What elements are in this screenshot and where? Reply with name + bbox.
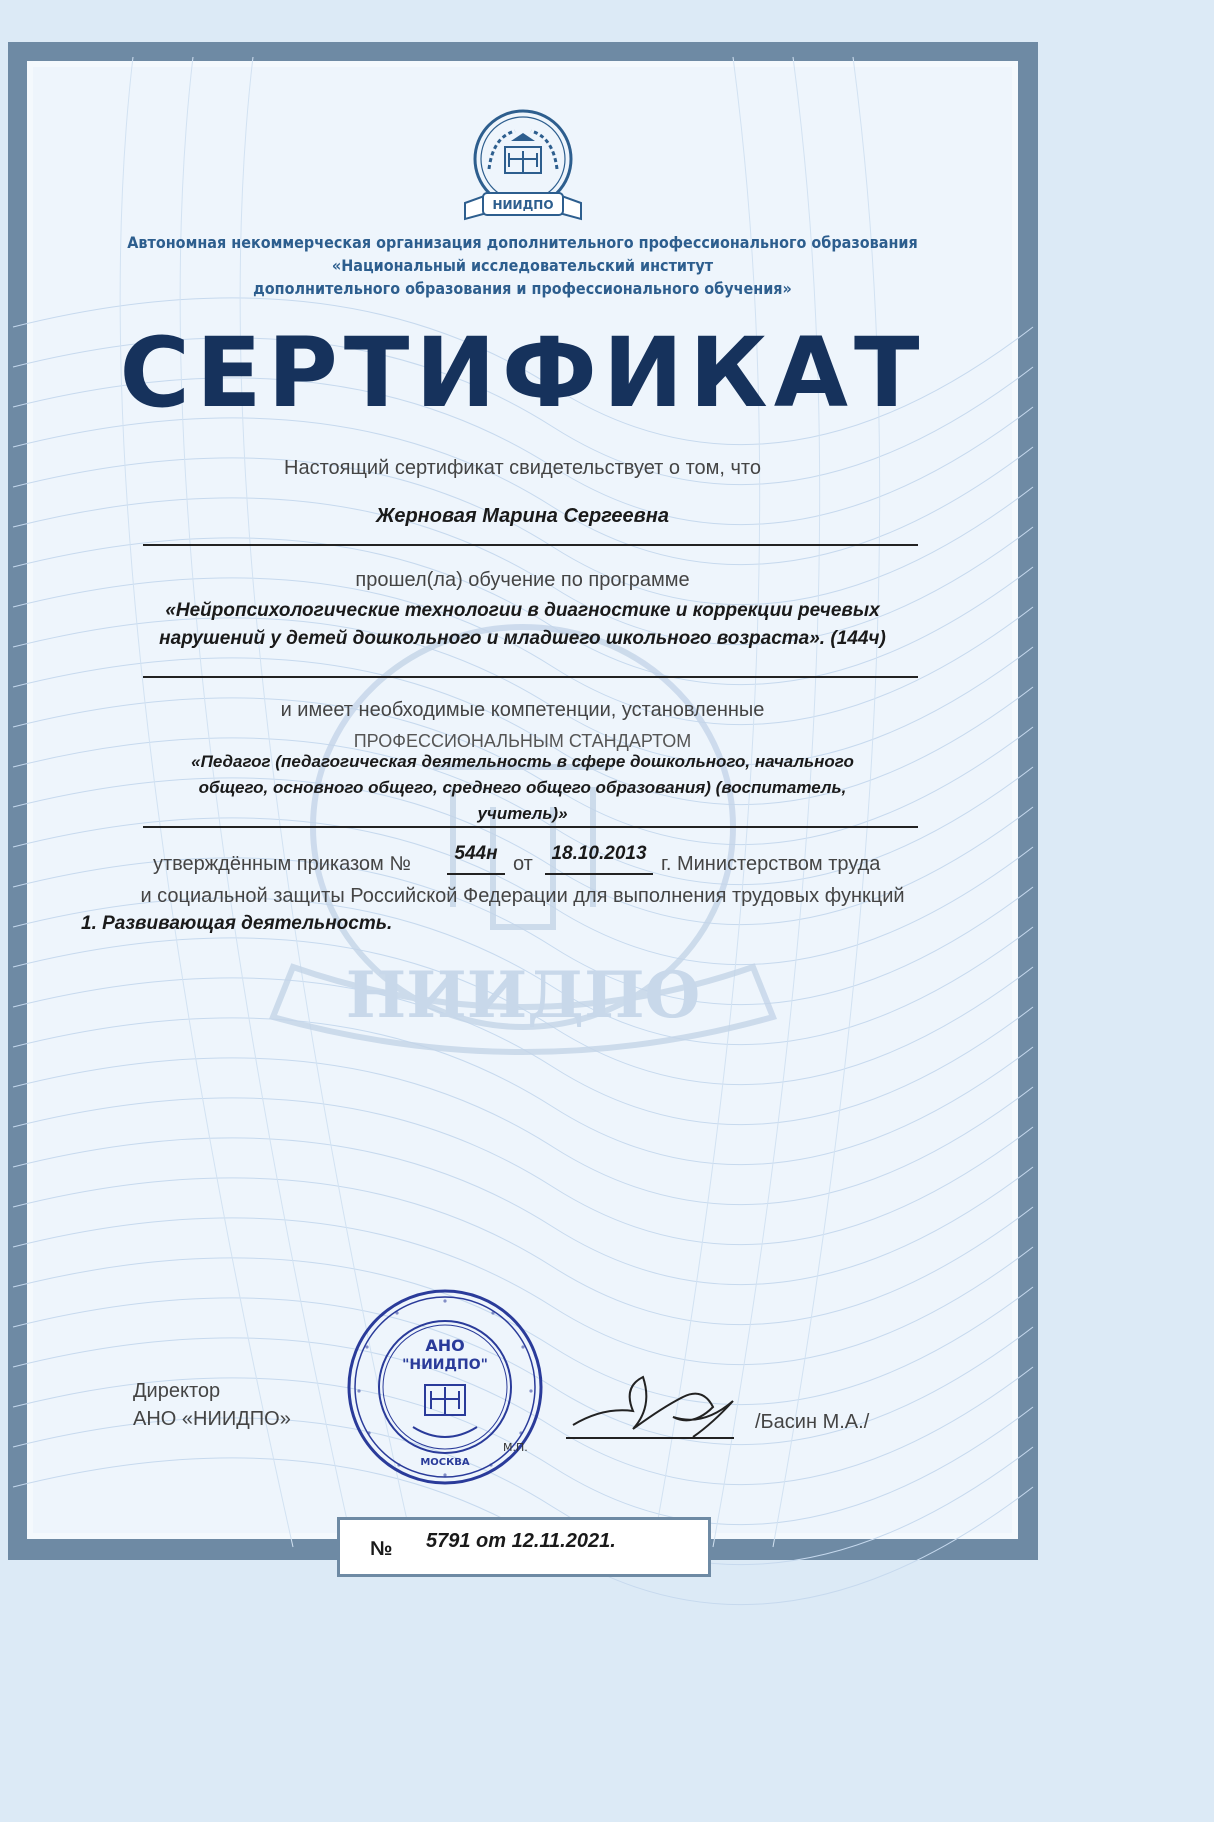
director-line-2: АНО «НИИДПО» [133,1408,291,1430]
certificate-title: СЕРТИФИКАТ [119,317,926,429]
standard-line-3: учитель)» [477,804,568,823]
certificate-number-box [337,1517,711,1577]
org-line-3: дополнительного образования и профессионального обучения» [253,279,792,298]
program-line-2: нарушений у детей дошкольного и младшего школьного возраста». (144ч) [159,628,886,649]
recipient-name: Жерновая Марина Сергеевна [376,505,669,527]
order-date: 18.10.2013 [551,843,647,864]
certificate-frame [8,42,1038,1560]
director-title [133,1377,291,1433]
director-line-1: Директор [133,1380,221,1402]
org-line-1: Автономная некоммерческая организация дополнительного профессионального образования [127,233,918,252]
standard-underline [143,826,918,828]
watermark-text: НИИДПО [345,958,701,1033]
seal-bottom-text: МОСКВА [420,1457,470,1468]
seal-middle-text: "НИИДПО" [402,1357,488,1373]
logo-text: НИИДПО [492,198,554,212]
standard-line-2: общего, основного общего, среднего общего образования) (воспитатель, [198,778,847,797]
program-underline [143,676,918,678]
standard-name [33,749,1012,827]
order-number: 544н [454,843,498,864]
order-date-underline [545,873,653,875]
intro-text: Настоящий сертификат свидетельствует о том, что [284,457,761,479]
seal-top-text: АНО [425,1336,465,1355]
organization-name [33,231,1012,300]
certificate-number: 5791 от 12.11.2021. [426,1530,616,1552]
director-name: /Басин М.А./ [755,1411,870,1433]
order-suffix: г. Министерством труда [661,853,881,875]
standard-label: ПРОФЕССИОНАЛЬНЫМ СТАНДАРТОМ [353,731,692,751]
program-line-1: «Нейропсихологические технологии в диагностике и коррекции речевых [165,600,880,621]
competence-text: и имеет необходимые компетенции, установленные [280,699,765,721]
labor-function: 1. Развивающая деятельность. [81,913,393,934]
order-prefix: утверждённым приказом № [153,853,411,875]
completed-text: прошел(ла) обучение по программе [355,569,690,591]
certificate-sheet [27,61,1018,1560]
order-from: от [513,853,533,875]
standard-line-1: «Педагог (педагогическая деятельность в сфере дошкольного, начального [191,752,854,771]
official-seal [343,1287,548,1487]
number-symbol: № [370,1538,393,1560]
niidpo-logo [453,107,593,227]
order-line-2: и социальной защиты Российской Федерации для выполнения трудовых функций [140,885,905,907]
director-signature [563,1367,753,1447]
recipient-underline [143,544,918,546]
seal-mp-text: М.П. [503,1441,528,1454]
order-number-underline [447,873,505,875]
org-line-2: «Национальный исследовательский институт [331,256,714,275]
signature-line [566,1437,734,1439]
program-name [33,597,1012,653]
